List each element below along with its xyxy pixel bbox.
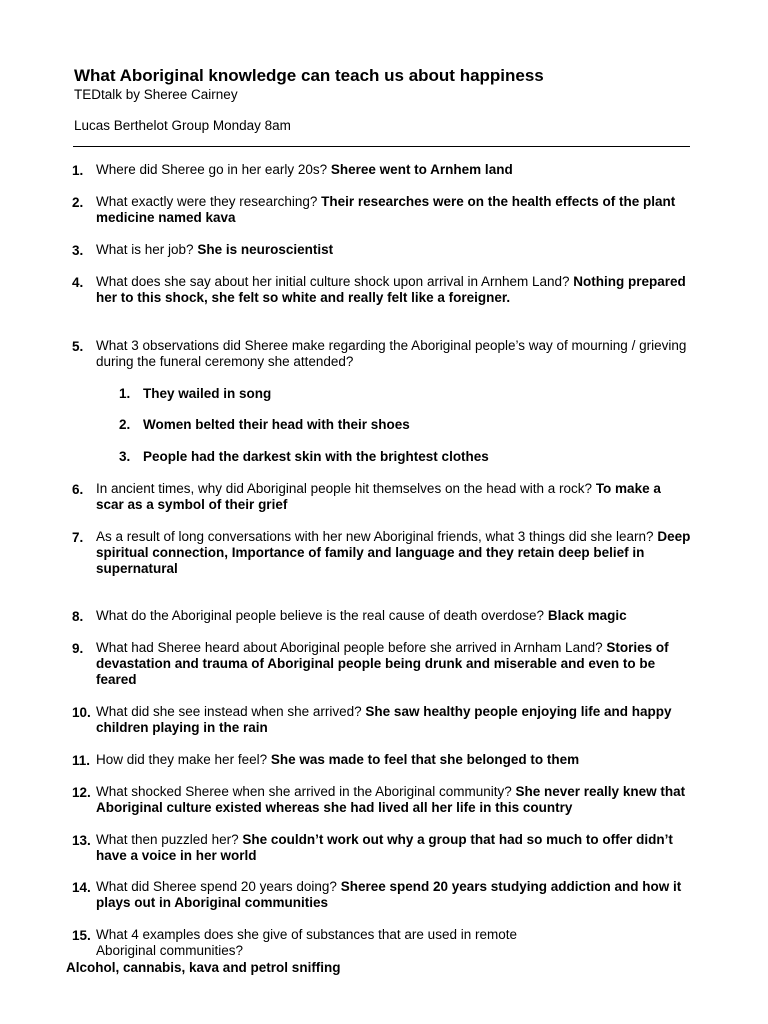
question-text: Where did Sheree go in her early 20s? (96, 162, 328, 177)
observation-number: 3. (119, 449, 131, 464)
answer-text: She was made to feel that she belonged to them (270, 752, 580, 767)
question-number: 10. (72, 705, 91, 720)
author-line: Lucas Berthelot Group Monday 8am (74, 118, 291, 133)
question-number: 6. (72, 482, 84, 497)
question-text: What then puzzled her? (96, 832, 239, 847)
observation-number: 2. (119, 417, 131, 432)
question-text: What do the Aboriginal people believe is the real cause of death overdose? (96, 608, 545, 623)
answer-text: Sheree went to Arnhem land (330, 162, 513, 177)
question-item (72, 752, 692, 768)
question-number: 8. (72, 609, 84, 624)
question-item (72, 832, 692, 864)
question-number: 12. (72, 785, 91, 800)
answer-text: She saw healthy people enjoying life and happy children playing in the rain (96, 704, 672, 735)
question-number: 9. (72, 641, 84, 656)
question-number: 15. (72, 928, 91, 943)
answer-text: Their researches were on the health effects of the plant medicine named kava (96, 194, 676, 225)
header-divider (73, 146, 690, 147)
question-number: 7. (72, 530, 84, 545)
observation-text: Women belted their head with their shoes (143, 417, 410, 432)
observation-item (119, 386, 679, 402)
answer-text: To make a scar as a symbol of their grief (96, 481, 661, 512)
observation-number: 1. (119, 386, 131, 401)
question-item (72, 640, 692, 688)
question-item (72, 338, 692, 370)
question-item (72, 704, 692, 736)
question-text: What exactly were they researching? (96, 194, 318, 209)
question-number: 3. (72, 243, 84, 258)
question-item (72, 784, 692, 816)
question-number: 4. (72, 275, 84, 290)
answer-text: She couldn’t work out why a group that had so much to offer didn’t have a voice in her world (96, 832, 673, 863)
observation-text: They wailed in song (143, 386, 272, 401)
observation-item (119, 417, 679, 433)
question-item (72, 242, 692, 258)
question-text: How did they make her feel? (96, 752, 268, 767)
question-item (72, 481, 692, 513)
document-subtitle: TEDtalk by Sheree Cairney (74, 87, 238, 102)
observation-item (119, 449, 679, 465)
question-number: 14. (72, 880, 91, 895)
question-item (72, 879, 692, 911)
question-item (72, 194, 692, 226)
question-item (72, 608, 692, 624)
question-number: 2. (72, 195, 84, 210)
question-number: 13. (72, 833, 91, 848)
question-item (72, 162, 692, 178)
answer-text: Deep spiritual connection, Importance of family and language and they retain deep belief in supernatural (96, 529, 691, 576)
question-text: In ancient times, why did Aboriginal people hit themselves on the head with a rock? (96, 481, 593, 496)
question-text: What is her job? (96, 242, 194, 257)
question-number: 11. (72, 753, 91, 768)
question-text: What did she see instead when she arrived? (96, 704, 362, 719)
answer-text: She never really knew that Aboriginal culture existed whereas she had lived all her life in this country (96, 784, 686, 815)
question-text: What shocked Sheree when she arrived in the Aboriginal community? (96, 784, 512, 799)
question-number: 1. (72, 163, 84, 178)
question-number: 5. (72, 339, 84, 354)
answer-text: Nothing prepared her to this shock, she felt so white and really felt like a foreigner. (96, 274, 686, 305)
question-text: As a result of long conversations with her new Aboriginal friends, what 3 things did she learn? (96, 529, 654, 544)
question-text: What 4 examples does she give of substances that are used in remote Aboriginal communities? (96, 927, 517, 958)
answer-text: Stories of devastation and trauma of Aboriginal people being drunk and miserable and even to be feared (96, 640, 669, 687)
question-text: What 3 observations did Sheree make regarding the Aboriginal people’s way of mourning / grieving during the funeral ceremony she attended? (96, 338, 687, 369)
question-text: What had Sheree heard about Aboriginal people before she arrived in Arnham Land? (96, 640, 603, 655)
question-item (72, 274, 692, 306)
question-item (72, 529, 692, 577)
answer-text: Black magic (547, 608, 627, 623)
question-text: What does she say about her initial culture shock upon arrival in Arnhem Land? (96, 274, 570, 289)
document-title: What Aboriginal knowledge can teach us about happiness (74, 66, 544, 85)
answer-text: She is neuroscientist (197, 242, 334, 257)
final-answer-text: Alcohol, cannabis, kava and petrol sniffing (66, 960, 341, 975)
question-item (72, 927, 692, 959)
answer-text: Sheree spend 20 years studying addiction and how it plays out in Aboriginal communities (96, 879, 682, 910)
observation-text: People had the darkest skin with the brightest clothes (143, 449, 489, 464)
question-text: What did Sheree spend 20 years doing? (96, 879, 337, 894)
